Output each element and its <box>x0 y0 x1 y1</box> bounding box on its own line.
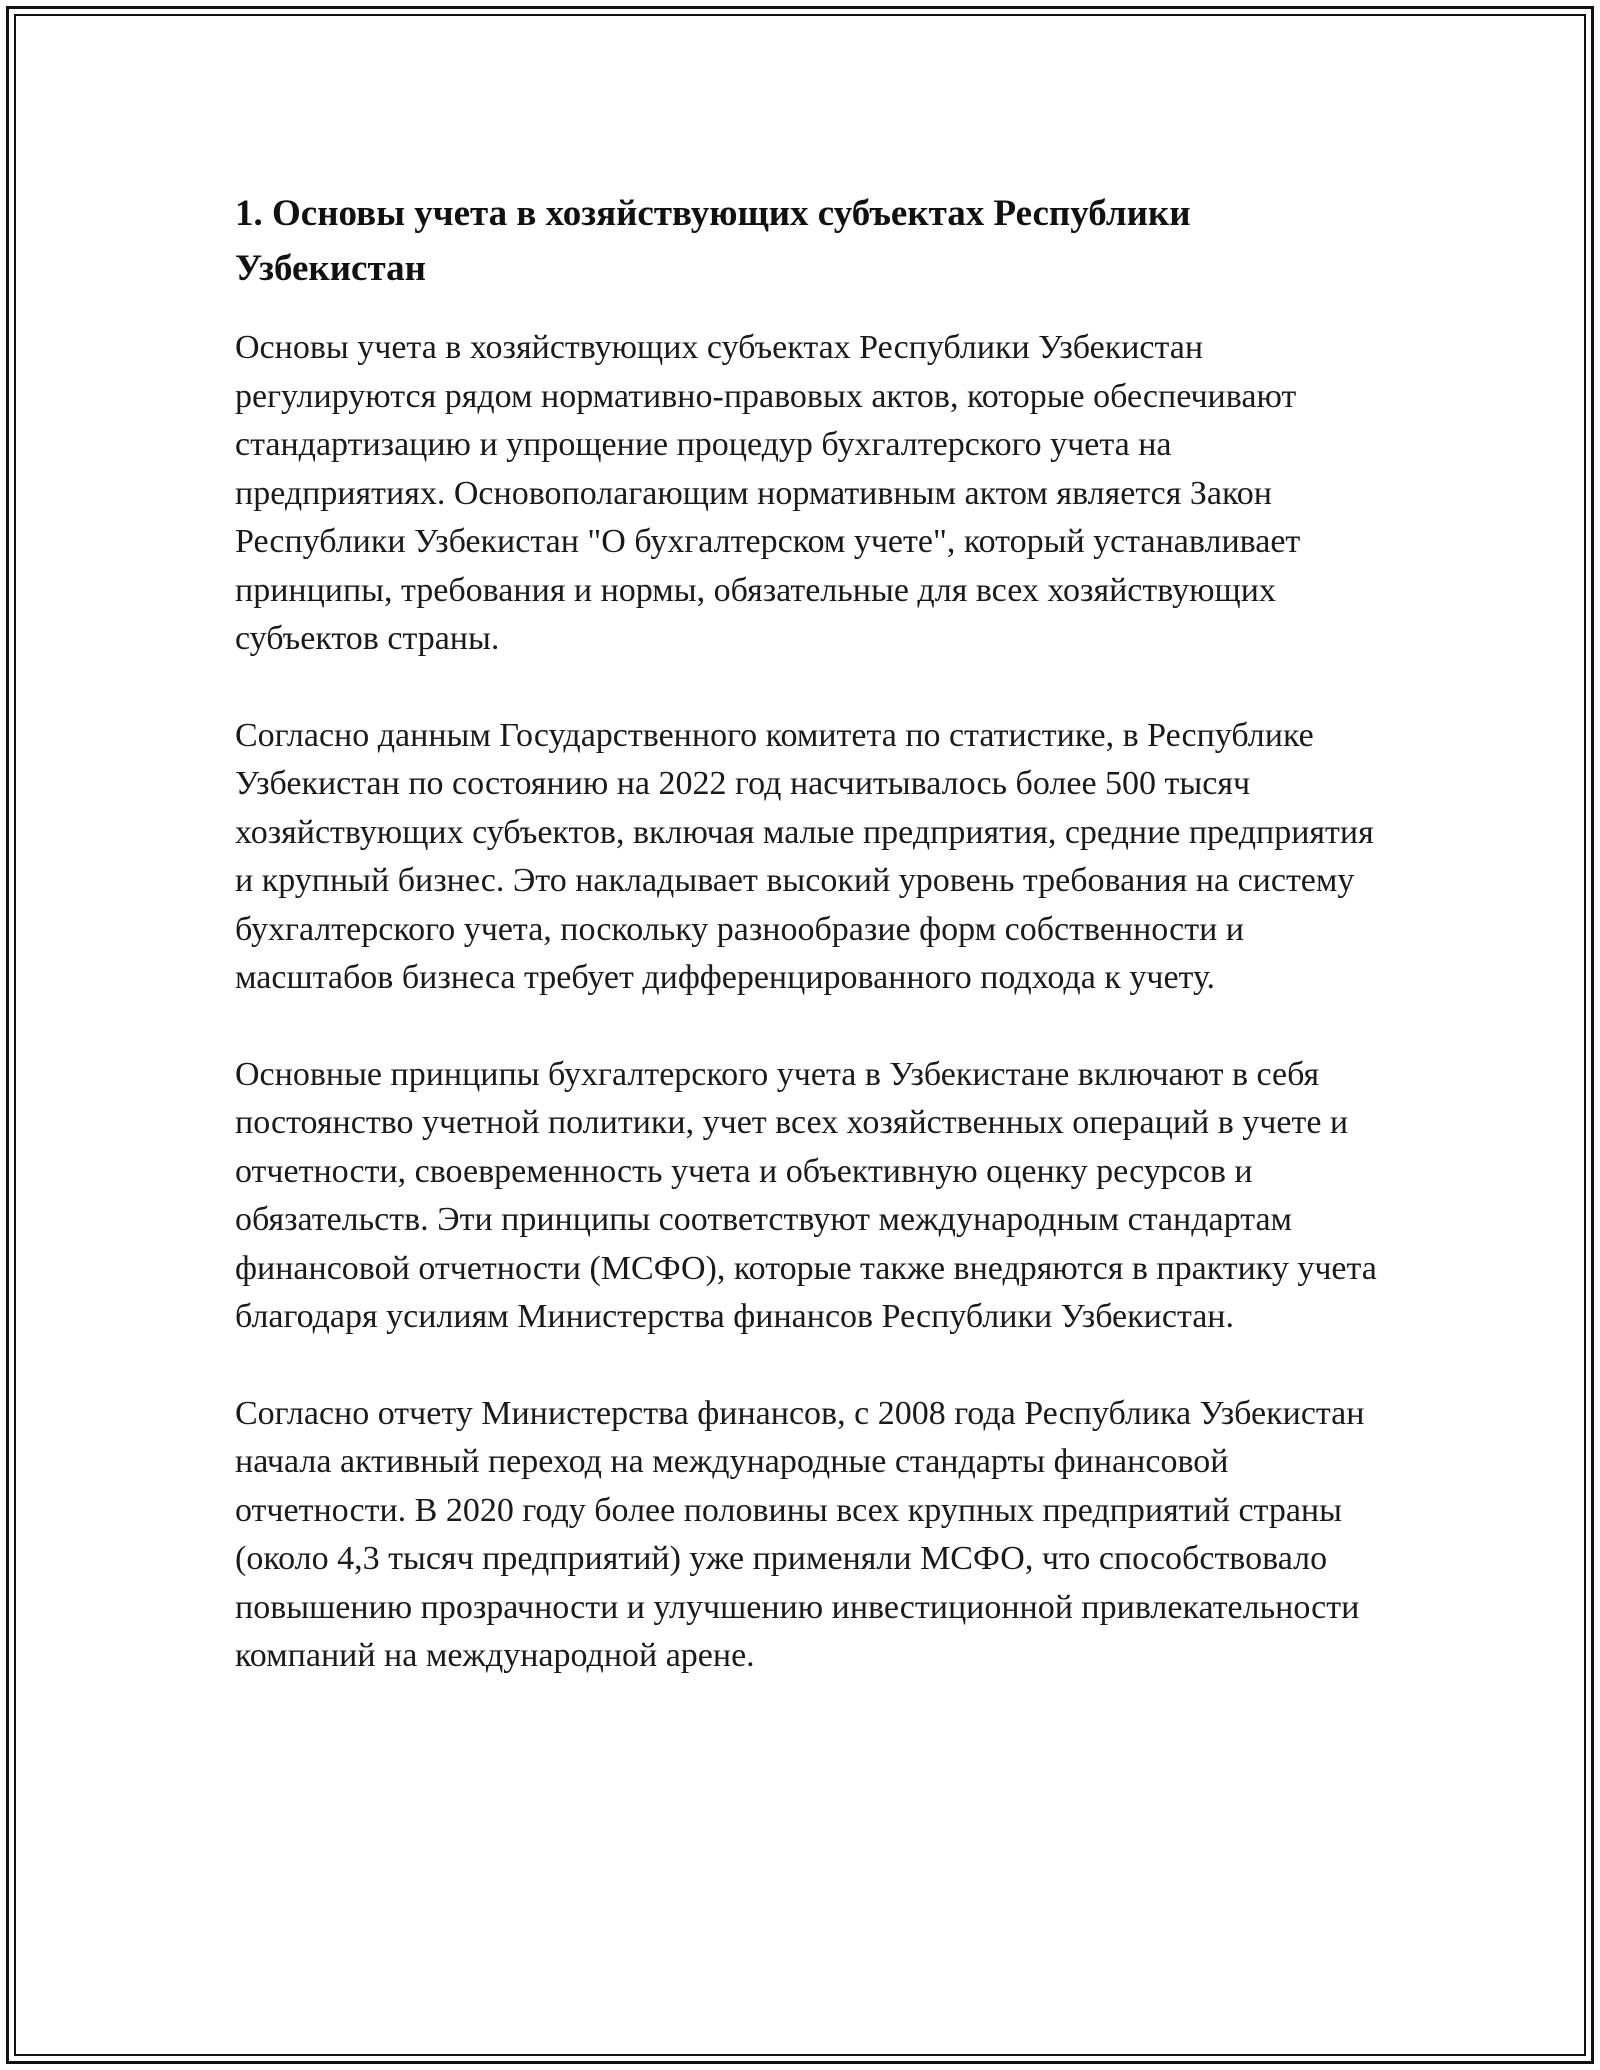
section-heading: 1. Основы учета в хозяйствующих субъектах Республики Узбекистан <box>235 193 1191 289</box>
paragraph-4: Согласно отчету Министерства финансов, с 2008 года Республика Узбекистан начала активный переход на международные стандарты финансовой отчетности. В 2020 году более половины всех крупных предприятий страны (около 4,3 тысяч предприятий) уже применяли МСФО, что способствовало повышению прозрачности и улучшению инвестиционной привлекательности компаний на международной арене. <box>235 1394 1365 1674</box>
document-body <box>235 186 1385 1729</box>
paragraph-2: Согласно данным Государственного комитета по статистике, в Республике Узбекистан по состоянию на 2022 год насчитывалось более 500 тысяч хозяйствующих субъектов, включая малые предприятия, средние предприятия и крупный бизнес. Это накладывает высокий уровень требования на систему бухгалтерского учета, поскольку разнообразие форм собственности и масштабов бизнеса требует дифференцированного подхода к учету. <box>235 716 1374 996</box>
paragraph-3: Основные принципы бухгалтерского учета в Узбекистане включают в себя постоянство учетной политики, учет всех хозяйственных операций в учете и отчетности, своевременность учета и объективную оценку ресурсов и обязательств. Эти принципы соответствуют международным стандартам финансовой отчетности (МСФО), которые также внедряются в практику учета благодаря усилиям Министерства финансов Республики Узбекистан. <box>235 1055 1377 1335</box>
paragraph-1: Основы учета в хозяйствующих субъектах Республики Узбекистан регулируются рядом нормативно-правовых актов, которые обеспечивают стандартизацию и упрощение процедур бухгалтерского учета на предприятиях. Основополагающим нормативным актом является Закон Республики Узбекистан "О бухгалтерском учете", который устанавливает принципы, требования и нормы, обязательные для всех хозяйствующих субъектов страны. <box>235 329 1301 657</box>
